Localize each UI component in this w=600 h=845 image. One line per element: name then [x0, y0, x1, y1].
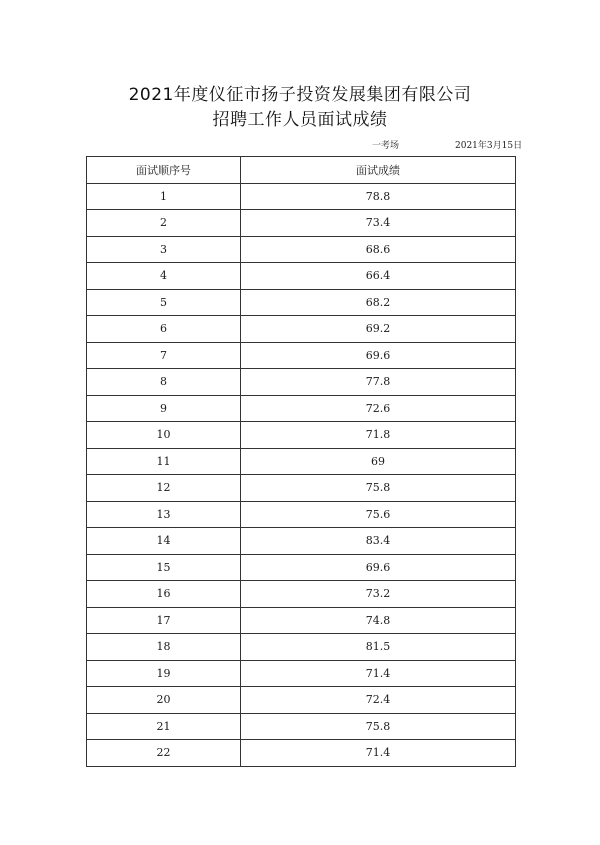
- score-cell: 73.4: [241, 210, 516, 237]
- header-order: 面试顺序号: [87, 157, 241, 184]
- score-cell: 71.8: [241, 422, 516, 449]
- table-row: [87, 316, 516, 343]
- order-cell: 22: [87, 740, 241, 767]
- table-row: [87, 634, 516, 661]
- order-cell: 11: [87, 448, 241, 475]
- score-cell: 75.8: [241, 713, 516, 740]
- exam-date: 2021年3月15日: [455, 141, 523, 151]
- document-title-line2: 招聘工作人员面试成绩: [212, 110, 388, 130]
- order-cell: 1: [87, 183, 241, 210]
- order-cell: 4: [87, 263, 241, 290]
- score-cell: 66.4: [241, 263, 516, 290]
- table-header-row: [87, 157, 516, 184]
- table-row: [87, 289, 516, 316]
- table-row: [87, 263, 516, 290]
- score-cell: 75.8: [241, 475, 516, 502]
- score-cell: 69: [241, 448, 516, 475]
- table-row: [87, 501, 516, 528]
- score-cell: 77.8: [241, 369, 516, 396]
- score-cell: 72.4: [241, 687, 516, 714]
- order-cell: 16: [87, 581, 241, 608]
- order-cell: 12: [87, 475, 241, 502]
- order-cell: 3: [87, 236, 241, 263]
- score-cell: 71.4: [241, 660, 516, 687]
- score-cell: 69.2: [241, 316, 516, 343]
- order-cell: 10: [87, 422, 241, 449]
- table-body: [87, 183, 516, 766]
- order-cell: 17: [87, 607, 241, 634]
- order-cell: 13: [87, 501, 241, 528]
- table-row: [87, 448, 516, 475]
- order-cell: 14: [87, 528, 241, 555]
- table-row: [87, 183, 516, 210]
- order-cell: 7: [87, 342, 241, 369]
- table-row: [87, 687, 516, 714]
- score-cell: 68.6: [241, 236, 516, 263]
- score-table: [86, 156, 516, 767]
- document-title-line1: 2021年度仪征市扬子投资发展集团有限公司: [128, 85, 472, 105]
- table-row: [87, 342, 516, 369]
- table-row: [87, 395, 516, 422]
- table-row: [87, 422, 516, 449]
- order-cell: 15: [87, 554, 241, 581]
- score-cell: 69.6: [241, 342, 516, 369]
- score-cell: 81.5: [241, 634, 516, 661]
- score-cell: 75.6: [241, 501, 516, 528]
- table-row: [87, 236, 516, 263]
- table-row: [87, 607, 516, 634]
- order-cell: 5: [87, 289, 241, 316]
- score-cell: 83.4: [241, 528, 516, 555]
- order-cell: 21: [87, 713, 241, 740]
- order-cell: 19: [87, 660, 241, 687]
- score-cell: 78.8: [241, 183, 516, 210]
- score-cell: 71.4: [241, 740, 516, 767]
- table-row: [87, 554, 516, 581]
- score-cell: 73.2: [241, 581, 516, 608]
- table-row: [87, 740, 516, 767]
- order-cell: 2: [87, 210, 241, 237]
- table-row: [87, 210, 516, 237]
- order-cell: 9: [87, 395, 241, 422]
- table-row: [87, 528, 516, 555]
- score-cell: 68.2: [241, 289, 516, 316]
- order-cell: 20: [87, 687, 241, 714]
- order-cell: 6: [87, 316, 241, 343]
- order-cell: 8: [87, 369, 241, 396]
- table-row: [87, 369, 516, 396]
- score-cell: 72.6: [241, 395, 516, 422]
- order-cell: 18: [87, 634, 241, 661]
- score-cell: 69.6: [241, 554, 516, 581]
- table-row: [87, 713, 516, 740]
- score-cell: 74.8: [241, 607, 516, 634]
- table-row: [87, 581, 516, 608]
- table-row: [87, 660, 516, 687]
- header-score: 面试成绩: [241, 157, 516, 184]
- table-row: [87, 475, 516, 502]
- exam-venue: 一考场: [372, 141, 400, 151]
